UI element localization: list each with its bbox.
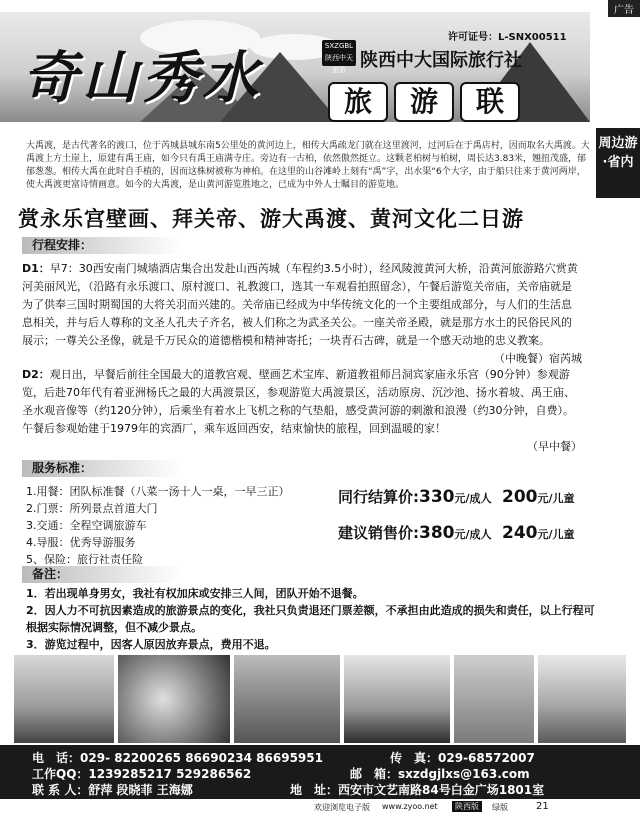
retail-price-label: 建议销售价: xyxy=(338,524,419,542)
services-label: 服务标准： xyxy=(22,460,182,477)
day1-block xyxy=(22,260,582,368)
notes-label: 备注： xyxy=(22,566,182,583)
footer-site[interactable]: www.zyoo.net xyxy=(382,802,438,811)
intro-paragraph: 大禹渡，是古代著名的渡口，位于芮城县城东南5公里处的黄河边上，相传大禹疏龙门就在这里渡河，过河后在于禹店村，因而取名大禹渡。大禹渡上方土崖上，原建有禹王庙，如今只有禹王庙满寺庄。旁边有一古柏，依然傲然挺立。这颗老柏树与柏树，周长达3.83米，翘扭茂盛，郁郁葱葱。相传大禹在此时自手植的，因而这株树被称为神柏。在这里的山谷滩岭上刻有“禹”字，出水渠“6个大字，由于船只往来于黄河两岸，使大禹渡更富诗情画意。如今的大禹渡，是山黄河游览胜地之，已成为中外人士瞩目的游览地。 xyxy=(26,141,590,190)
footer-tag: 陕西版 xyxy=(452,801,482,812)
agency-logo: SXZGBL 陕西中天旅游 xyxy=(322,40,356,66)
service-item: 3.交通：全程空调旅游车 xyxy=(26,519,147,532)
day2-text: 观日出，早餐后前往全国最大的道教宫观、壁画艺术宝库、新道教祖师吕洞宾家庙永乐宫（90分钟）参观游览，后赴70年代有着亚洲杨氏之最的大禹渡景区，参观游览大禹渡景区，活动原房、沉沙池、扬水着坡、禹王庙、圣水观音像等（约120分钟），后乘坐有着水上飞机之称的气垫船，感受黄河游的刺激和浪漫（约30分钟，自费）。午餐后参观始建于1979年的宾酒厂，乘车返回西安，结束愉快的旅程，回到温暖的家！ xyxy=(22,368,575,435)
day1-text: 早7：30西安南门城墙酒店集合出发赴山西芮城（车程约3.5小时），经风陵渡黄河大桥，沿黄河旅游路穴赏黄河美丽风光，（沿路有永乐渡口、原村渡口、礼教渡口，选其一车观看拍照留念），午餐后游览关帝庙，关帝庙就是为了供奉三国时期蜀国的大将关羽而兴建的。关帝庙已经成为中华传统文化的一个主要组成部分，与人们的生活息息相关，并与后人尊称的文圣人孔夫子齐名，被人们称之为武圣关公。一座关帝圣殿，就是那方水土的民俗民风的展示；一尊关公圣像，就是千万民众的道德楷模和精神寄托；一块青石古碑，就是一个感天动地的忠义教案。 xyxy=(22,262,578,347)
side-tab-line: 周边游 xyxy=(598,136,638,151)
peer-adult-unit: 元/成人 xyxy=(454,492,492,505)
canyon-photo xyxy=(454,655,534,743)
statue-monument-photo xyxy=(538,655,626,743)
banner xyxy=(0,12,590,122)
retail-adult-unit: 元/成人 xyxy=(454,528,492,541)
side-tab xyxy=(596,128,640,198)
itinerary-label: 行程安排： xyxy=(22,237,182,254)
qq-numbers: 1239285217 529286562 xyxy=(88,767,252,781)
photo-strip xyxy=(14,655,626,743)
peer-price xyxy=(338,486,575,507)
email-label: 邮 箱： xyxy=(350,767,399,781)
union-title xyxy=(328,82,588,122)
side-tab-line: ·省内 xyxy=(602,155,634,170)
peer-child-unit: 元/儿童 xyxy=(537,492,575,505)
food-photo xyxy=(118,655,230,743)
peer-child-price: 200 xyxy=(501,487,538,507)
retail-child-price: 240 xyxy=(501,523,538,543)
agency-name: 陕西中大国际旅行社 xyxy=(360,50,522,71)
peer-adult-price: 330 xyxy=(419,487,455,507)
service-item: 1.用餐：团队标准餐（八菜一汤十人一桌，一早三正） xyxy=(26,485,290,498)
fax-row xyxy=(390,749,535,766)
page-number: 21 xyxy=(536,801,549,812)
hovercraft-photo xyxy=(344,655,450,743)
person-label: 联 系 人： xyxy=(32,783,89,797)
address-label: 地 址： xyxy=(290,783,339,797)
qq-row xyxy=(32,765,251,782)
union-char: 游 xyxy=(394,82,454,122)
permit-number: 许可证号：L-SNX00511 xyxy=(448,32,567,43)
union-char: 联 xyxy=(460,82,520,122)
footer xyxy=(0,800,640,814)
email-address: sxzdgjlxs@163.com xyxy=(398,767,530,781)
notes-list xyxy=(26,585,596,653)
union-char: 旅 xyxy=(328,82,388,122)
service-item: 5、保险：旅行社责任险 xyxy=(26,553,143,566)
retail-adult-price: 380 xyxy=(419,523,455,543)
footer-left: 欢迎浏览电子版 xyxy=(314,803,370,812)
address-row xyxy=(290,781,544,798)
person-row xyxy=(32,781,193,798)
address-text: 西安市文艺南路84号白金广场1801室 xyxy=(338,783,545,797)
banner-title: 奇山秀水 xyxy=(22,45,262,111)
fax-label: 传 真： xyxy=(390,751,439,765)
phone-label: 电 话： xyxy=(32,751,81,765)
tour-headline: 赏永乐宫壁画、拜关帝、游大禹渡、黄河文化二日游 xyxy=(18,207,524,231)
email-row xyxy=(350,765,530,782)
retail-child-unit: 元/儿童 xyxy=(537,528,575,541)
note-item: 1．若出现单身男女，我社有权加床或安排三人间，团队开始不退餐。 xyxy=(26,587,364,600)
temple-gate-photo xyxy=(234,655,340,743)
phone-row xyxy=(32,749,323,766)
ad-tag: 广告 xyxy=(608,0,640,17)
peer-price-label: 同行结算价: xyxy=(338,488,419,506)
contact-bar xyxy=(0,745,640,799)
note-item: 2．因人力不可抗因素造成的旅游景点的变化，我社只负责退还门票差额，不承担由此造成的损失和责任，以上行程可根据实际情况调整，但不减少景点。 xyxy=(26,604,595,634)
service-item: 2.门票：所列景点首道大门 xyxy=(26,502,158,515)
day1-tag: D1： xyxy=(22,262,50,275)
day2-meals: （早中餐） xyxy=(527,440,582,453)
day1-meals: （中晚餐）宿芮城 xyxy=(494,352,582,365)
contact-persons: 舒萍 段晓菲 王海娜 xyxy=(88,783,193,797)
footer-edition: 绿版 xyxy=(492,803,508,812)
qq-label: 工作QQ： xyxy=(32,767,89,781)
day2-tag: D2： xyxy=(22,368,50,381)
service-item: 4.导服：优秀导游服务 xyxy=(26,536,136,549)
statue-photo xyxy=(14,655,114,743)
note-item: 3．游览过程中，因客人原因放弃景点，费用不退。 xyxy=(26,638,276,651)
services-list xyxy=(26,483,326,568)
phone-numbers: 029- 82200265 86690234 86695951 xyxy=(80,751,323,765)
fax-number: 029-68572007 xyxy=(438,751,535,765)
day2-block xyxy=(22,366,582,456)
retail-price xyxy=(338,522,575,543)
